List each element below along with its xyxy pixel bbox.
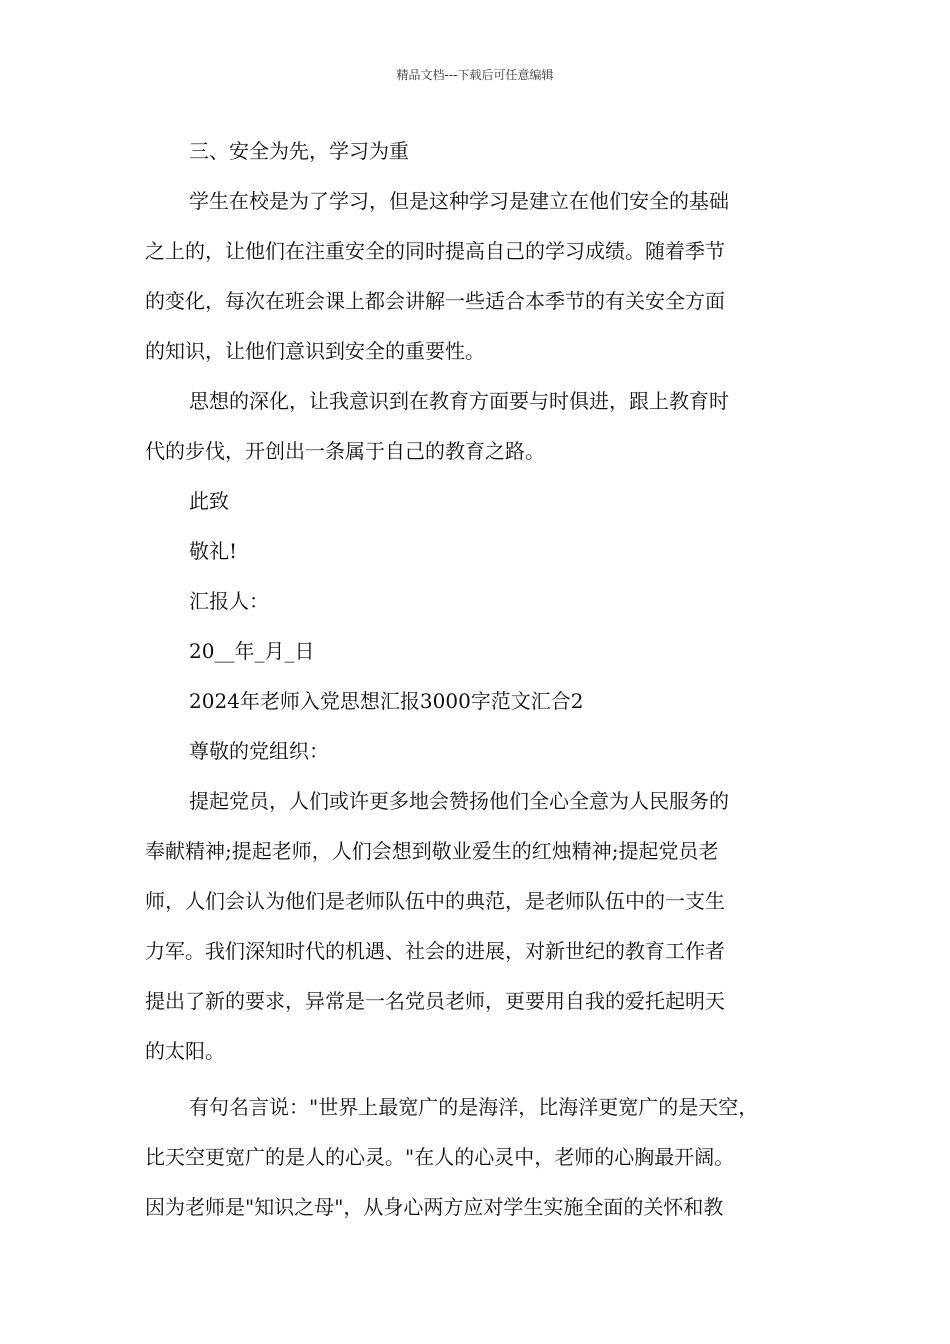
salutation: 尊敬的党组织： bbox=[189, 739, 329, 763]
page-header: 精品文档---下载后可任意编辑 bbox=[396, 68, 554, 82]
paragraph-line: 之上的，让他们在注重安全的同时提高自己的学习成绩。随着季节 bbox=[145, 239, 725, 263]
paragraph-line: 提起党员，人们或许更多地会赞扬他们全心全意为人民服务的 bbox=[189, 789, 729, 813]
report-date: 20__年_月_日 bbox=[189, 639, 315, 663]
paragraph-line: 的知识，让他们意识到安全的重要性。 bbox=[145, 339, 485, 363]
reporter-label: 汇报人： bbox=[189, 589, 269, 613]
paragraph-line: 有句名言说："世界上最宽广的是海洋，比海洋更宽广的是天空， bbox=[189, 1095, 759, 1119]
second-document-title: 2024年老师入党思想汇报3000字范文汇合2 bbox=[189, 689, 584, 713]
paragraph-line: 因为老师是"知识之母"，从身心两方应对学生实施全面的关怀和教 bbox=[145, 1195, 724, 1219]
paragraph-party-teacher bbox=[145, 781, 810, 1081]
closing-jing-li: 敬礼! bbox=[189, 539, 238, 563]
document-body bbox=[145, 131, 810, 1237]
paragraph-quote bbox=[145, 1087, 810, 1237]
paragraph-line: 力军。我们深知时代的机遇、社会的进展，对新世纪的教育工作者 bbox=[145, 939, 725, 963]
paragraph-safety bbox=[145, 181, 810, 381]
paragraph-line: 比天空更宽广的是人的心灵。"在人的心灵中，老师的心胸最开阔。 bbox=[145, 1145, 735, 1169]
paragraph-line: 师，人们会认为他们是老师队伍中的典范，是老师队伍中的一支生 bbox=[145, 889, 725, 913]
paragraph-line: 代的步伐，开创出一条属于自己的教育之路。 bbox=[145, 439, 545, 463]
section-heading: 三、安全为先，学习为重 bbox=[189, 139, 409, 163]
paragraph-thought bbox=[145, 381, 810, 481]
paragraph-line: 的变化，每次在班会课上都会讲解一些适合本季节的有关安全方面 bbox=[145, 289, 725, 313]
paragraph-line: 的太阳。 bbox=[145, 1039, 225, 1063]
closing-ci-zhi: 此致 bbox=[189, 489, 229, 513]
paragraph-line: 学生在校是为了学习，但是这种学习是建立在他们安全的基础 bbox=[189, 189, 729, 213]
paragraph-line: 奉献精神;提起老师，人们会想到敬业爱生的红烛精神;提起党员老 bbox=[145, 839, 719, 863]
paragraph-line: 思想的深化，让我意识到在教育方面要与时俱进，跟上教育时 bbox=[189, 389, 729, 413]
paragraph-line: 提出了新的要求，异常是一名党员老师，更要用自我的爱托起明天 bbox=[145, 989, 725, 1013]
